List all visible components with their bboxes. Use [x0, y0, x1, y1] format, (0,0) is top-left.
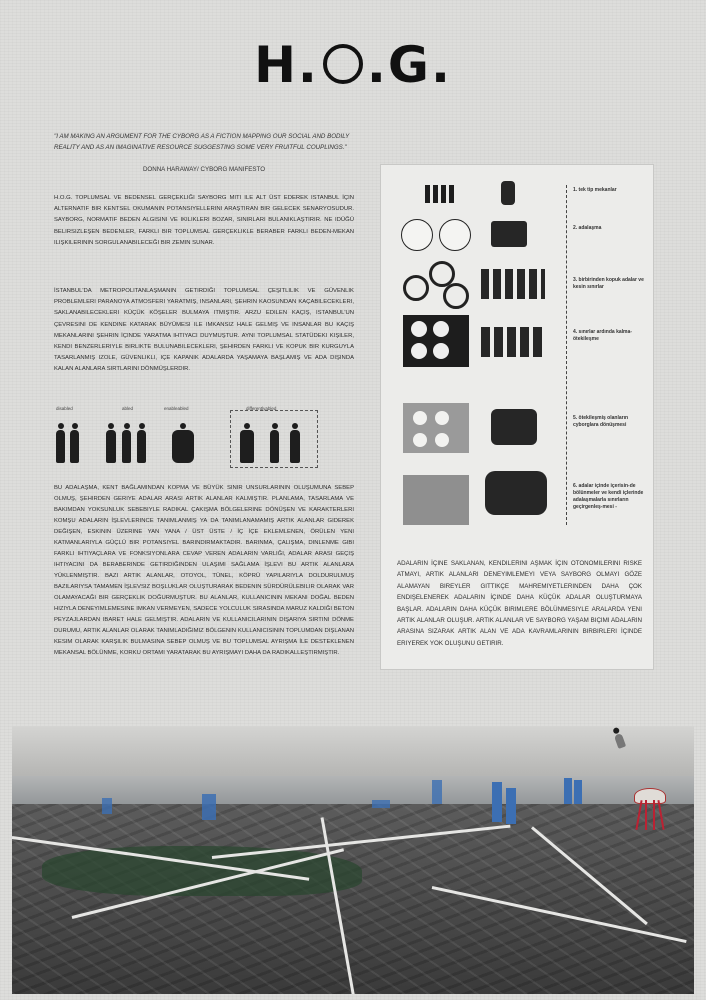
ring-island-icon — [403, 275, 429, 301]
figure-strip — [48, 406, 318, 468]
crowd-icon — [491, 221, 527, 247]
grey-island-icon — [403, 403, 469, 453]
separated-crowd-icon — [481, 269, 545, 299]
person-icon — [122, 430, 131, 463]
cyborg-crowd-icon — [491, 409, 537, 445]
row-label-4: 4. sınırlar ardında kalma- ötekileşme — [573, 329, 632, 342]
void-dot — [413, 411, 427, 425]
title-left: H. — [254, 36, 319, 94]
highlighted-tower — [372, 800, 390, 808]
row-label-2: 2. adalaşma — [573, 225, 602, 231]
island-circle-icon — [439, 219, 471, 251]
paragraph-istanbul: İSTANBUL'DA METROPOLITANLAŞMANIN GETIRDIĞI TOPLUMSAL ÇEŞITLILIK VE GÜVENLIK PROBLEMLERI PARANOYA ATMOSFERI YARATMIŞ, INSANLARI, ŞEHRIN KAOSUNDAN KAÇABILECEKLERI, SAKLANABILECEKLERI KÜÇÜK KÖŞELER BULMAYA ITMIŞTIR. ARZU EDILEN KAÇIŞ, ISTANBUL'UN ÇEVRESINI DE KENDINE KATARAK BÜYÜMESI ILE IMKANSIZ HALE GELMIŞ VE INSANLAR BU KAÇIŞ MEKANLARINI ŞEHRIN İÇINDE YARATMA IHTIYACI DUYMUŞTUR. AYNI TOPLUMSAL STATÜDEKI KIŞILER, KENDI BENZERLERIYLE BIRLIKTE BULUNABILECEKLERI, ŞEHIRDEN FARKLI VE KOPUK BIR KURGUYLA TASARLANMIŞ IZOLE, GÜVENLIKLI, IÇE KAPANIK ADALARDA YAŞAMAYA BAŞLAMIŞ VE ADA DIŞINDA KALAN ALANLARA SIRTLARINI DÖNMÜŞLERDIR. — [54, 288, 354, 373]
figure-label-disabled: disabled — [56, 406, 73, 411]
paragraph-islands: BU ADALAŞMA, KENT BAĞLAMINDAN KOPMA VE BÜYÜK SINIR UNSURLARININ OLUŞUMUNA SEBEP OLMUŞ, ŞEHIRDEN GERIYE ADALAR ARASI ARTIK ALANLAR KALMIŞTIR. PLANLAMA, TASARLAMA VE BAKIMDAN YOKSUNLUK SEBEBIYLE RADIKAL ÇAKIŞMA BÖLGELERINE DÖNÜŞEN VE KARAKTERLERI KOMŞU ADALARIN İŞLEVLERINCE TANIMLANMIŞ YA DA TANIMLANAMAMIŞ ARTIK ALANLAR GIDEREK DEĞIŞEN, ESKININ ÜZERINE YAN YANA / ÜST ÜSTE / İÇ İÇE EKLEMLENEN, ÖRÜLEN YENI KATMANLARIYLA GÜÇLÜ BIR POTANSIYEL BARINDIRMAKTADIR. BARINMA, ÇALIŞMA, DINLENME GIBI FARKLI IHTIYAÇLARA VE FONKSIYONLARA CEVAP VEREN ADALARIN VARLIĞI, ADALAR ARASI GEÇIŞ IHTIYACINI DA BERABERINDE GETIRDIĞINDEN ULAŞIMI SAĞLAMA İŞLEVI BU ARTIK ALANLARA YÜKLENMIŞTIR. BAZI ARTIK ALANLAR, OTOYOL, TÜNEL, KÖPRÜ YAPILARIYLA DOLDURULMUŞ BAZILARIYSA TAMAMEN İŞLEVSIZ BOŞLUKLAR OLUŞTURARAK BEDENIN SÜRDÜRÜLEBILIR OLARAK VAR OLAMAYACAĞI BIR GERÇEKLIK DOĞURMUŞTUR. BU ALANLAR, KULLANICININ MEKANI DOĞAL BEDEN HIZIYLA DENEYIMLEMESINE IMKAN VERMEYEN, SADECE YOLCULUK SIRASINDA MARUZ KALDIĞI BETON PEYZAJLARDAN IBARET HALE GELMIŞTIR. ADALARIN VE KULLANICILARININ DIŞARIYA SIRTINI DÖNME DURUMU, ARTIK ALANLAR OLARAK TANIMLADIĞIMIZ BÖLGENIN KULLANICISININ TOPLUMDAN DIŞLANAN KESIM OLARAK KARŞILIK BULMASINA SEBEP OLMUŞ VE BU TOPLUMSAL AYRIŞMA İLE DESTEKLENEN MEKANSAL BÖLÜNME, KORKU ORTAMI YARATARAK BU AYRIŞMAYI DAHA DA RADIKALLEŞTIRMIŞTIR. — [54, 485, 354, 656]
pair-people-icon — [501, 181, 515, 205]
tripod-creature — [634, 788, 666, 804]
highlighted-tower — [432, 780, 442, 804]
creature-leg — [653, 800, 655, 830]
poster-title — [0, 36, 706, 94]
void-dot — [433, 321, 449, 337]
figure-label-differentlyabled: differentlyabled — [246, 406, 277, 411]
ring-icon — [323, 44, 363, 84]
panel-paragraph: ADALARIN İÇINE SAKLANAN, KENDILERINI AŞMAK İÇIN OTONOMILERINI RISKE ATMAYI, ARTIK ALANLARI DENEYIMLEMEYI VEYA SAYBORG OLMAYI GÖZE ALAMAYAN BIREYLER GITTIKÇE MAHREMIYETLERINDEN DAHA ÇOK ENDIŞELENEREK ADALARIN İÇINDE DAHA KÜÇÜK ADALAR OLUŞTURMAYA BAŞLAR. ADALARIN DAHA KÜÇÜK BIRIMLERE BÖLÜNMESIYLE ARALARDA YENI ARTIK ALANLAR OLUŞUR. ARTIK ALANLAR VE SAYBORG YAŞAM BIÇIMI ADALARIN ARASINA SIZARAK ARTIK ALAN VE ADA KAVRAMLARININ BIRBIRLERI İÇINDE ERIYEREK YOK OLUŞUNU GETIRIR. — [397, 560, 642, 647]
void-dot — [435, 411, 449, 425]
void-dot — [435, 433, 449, 447]
robot-icon — [172, 430, 194, 463]
istanbul-city-collage — [12, 726, 694, 994]
highlighted-tower — [202, 794, 216, 820]
void-dot — [411, 343, 427, 359]
creature-leg — [645, 800, 647, 830]
diagram-panel — [380, 164, 654, 670]
void-dot — [433, 343, 449, 359]
subdivided-island-icon — [403, 475, 469, 525]
highlighted-tower — [506, 788, 516, 824]
city-fabric — [12, 804, 694, 994]
row-label-5: 5. ötekileşmiş olanların cyborglara dönüşmesi — [573, 415, 629, 428]
person-icon — [56, 430, 65, 463]
park-area — [42, 846, 362, 896]
row-label-6: 6. adalar içinde içerisin-de bölünmeler ve kendi içlerinde adalaşmalarla sınırların geçirgenleş-mesi - — [573, 483, 644, 510]
void-dot — [413, 433, 427, 447]
row-label-3: 3. birbirinden kopuk adalar ve kesin sınırlar — [573, 277, 644, 290]
highlighted-tower — [492, 782, 502, 822]
figure-label-enableabled: enableabled — [164, 406, 189, 411]
void-dot — [411, 321, 427, 337]
dashed-divider — [566, 185, 567, 525]
person-icon — [70, 430, 79, 463]
uniform-blocks-icon — [425, 185, 455, 203]
row-label-1: 1. tek tip mekanlar — [573, 187, 617, 193]
ring-island-icon — [443, 283, 469, 309]
title-right: .G. — [366, 36, 452, 94]
cyborg-icon — [290, 430, 300, 463]
person-icon — [137, 430, 146, 463]
cyborg-icon — [240, 430, 254, 463]
figure-label-abled: abled — [122, 406, 134, 411]
person-icon — [106, 430, 116, 463]
mixed-cyborg-crowd-icon — [485, 471, 547, 515]
paragraph-intro: H.O.G. TOPLUMSAL VE BEDENSEL GERÇEKLIĞI SAYBORG MITI ILE ALT ÜST EDEREK ISTANBUL İÇIN ALTERNATIF BIR KENTSEL OKUMANIN POTANSIYELLERINI ARAŞTIRAN BIR GELECEK SENARYOSUDUR. SAYBORG, NORMATIF BEDEN ALGISINI VE IKILIKLERI BOZAR, SINIRLARI BULANIKLAŞTIRIR. NE IDÜĞÜ BELIRSIZLEŞEN BEDENLER, FARKLI BIR TOPLUMSAL GERÇEKLIKLE BERABER FARKLI BEDEN-MEKAN ILIŞKILERININ SORGULANABILECEĞI BIR ZEMIN SUNAR. — [54, 195, 354, 246]
quote-author: DONNA HARAWAY/ CYBORG MANIFESTO — [142, 166, 266, 173]
highlighted-tower — [564, 778, 572, 804]
highlighted-tower — [574, 780, 582, 804]
highlighted-tower — [102, 798, 112, 814]
person-icon — [270, 430, 279, 463]
outcast-crowd-icon — [481, 327, 545, 357]
island-circle-icon — [401, 219, 433, 251]
manifesto-quote: "I AM MAKING AN ARGUMENT FOR THE CYBORG AS A FICTION MAPPING OUR SOCIAL AND BODILY REALITY AND AS AN IMAGINATIVE RESOURCE SUGGESTING SOME VERY FRUITFUL COUPLINGS." — [54, 133, 350, 151]
